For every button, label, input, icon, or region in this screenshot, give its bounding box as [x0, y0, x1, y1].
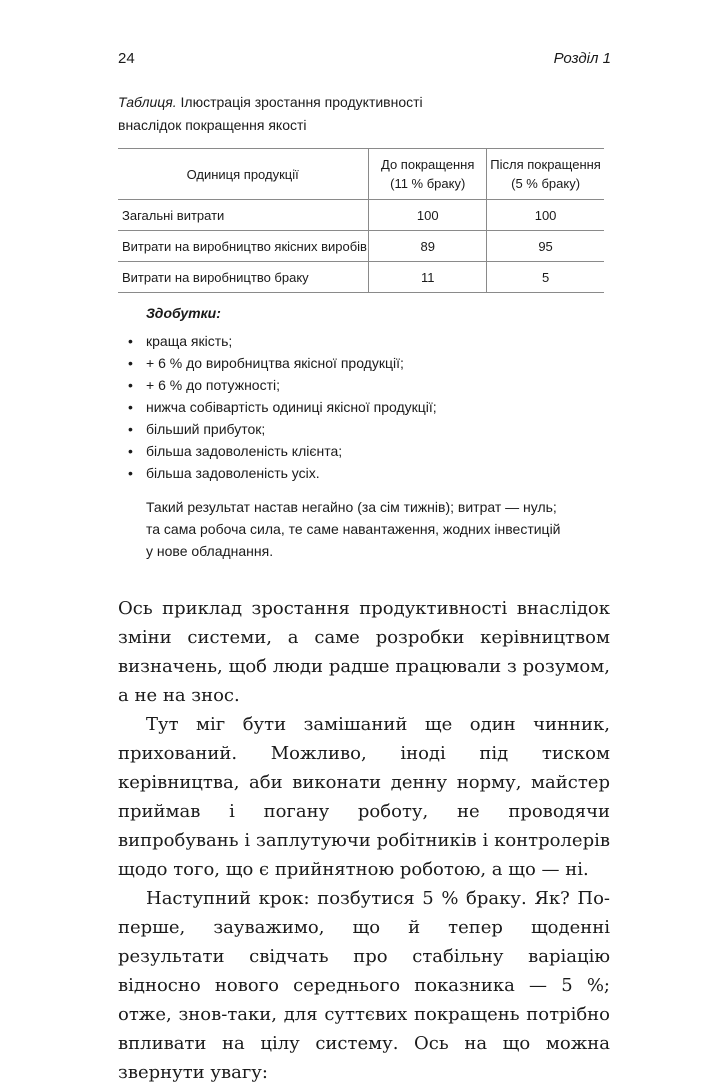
gains-title: Здобутки:: [146, 305, 221, 321]
table-header-row: [118, 149, 604, 200]
header-unit: Одиниця продукції: [186, 166, 299, 182]
body-paragraph-3: Наступний крок: позбутися 5 % браку. Як? По-перше, зауважимо, що й тепер щоденні результати свідчать про стабільну варіацію відносно нового середнього показника — 5 %; отже, знов-таки, для суттєвих покращень потрібно впливати на цілу систему. Ось на що можна звернути увагу:: [118, 888, 610, 1083]
table-caption: [118, 91, 618, 137]
row-after: 100: [487, 200, 604, 231]
list-item-text: більша задоволеність усіх.: [146, 465, 320, 481]
list-item: [128, 352, 437, 374]
header-after-line1: Після покращення: [490, 157, 601, 172]
header-before-line2: (11 % браку): [390, 176, 466, 191]
list-item: [128, 462, 437, 484]
row-label: Загальні витрати: [122, 207, 225, 223]
caption-label: Таблиця.: [118, 94, 177, 110]
header-before-line1: До покращення: [381, 157, 475, 172]
gains-list: [128, 330, 437, 484]
caption-line1: Ілюстрація зростання продуктивності: [176, 94, 423, 110]
list-item-text: більший прибуток;: [146, 421, 266, 437]
productivity-table: [118, 148, 604, 293]
list-item-text: + 6 % до виробництва якісної продукції;: [146, 355, 404, 371]
list-item: [128, 396, 437, 418]
bullet-icon: •: [128, 399, 133, 415]
result-line1: Такий результат настав негайно (за сім тижнів); витрат — нуль;: [146, 499, 557, 515]
running-head: Розділ 1: [553, 50, 611, 67]
row-after: 95: [487, 231, 604, 262]
row-label: Витрати на виробництво якісних виробів: [122, 238, 367, 254]
bullet-icon: •: [128, 465, 133, 481]
result-line2: та сама робоча сила, те саме навантаження, жодних інвестицій: [146, 521, 561, 537]
bullet-icon: •: [128, 377, 133, 393]
list-item: [128, 418, 437, 440]
table-row: [118, 200, 604, 231]
row-before: 11: [369, 262, 487, 293]
header-after: [487, 149, 604, 200]
list-item: [128, 440, 437, 462]
header-after-line2: (5 % браку): [511, 176, 581, 191]
table-row: [118, 262, 604, 293]
list-item-text: більша задоволеність клієнта;: [146, 443, 343, 459]
body-paragraph-1: Ось приклад зростання продуктивності внаслідок зміни системи, а саме розробки керівництвом визначень, щоб люди радше працювали з розумом, а не на знос.: [118, 598, 610, 706]
list-item-text: нижча собівартість одиниці якісної продукції;: [146, 399, 437, 415]
caption-line2: внаслідок покращення якості: [118, 117, 307, 133]
row-after: 5: [487, 262, 604, 293]
row-before: 100: [369, 200, 487, 231]
list-item-text: + 6 % до потужності;: [146, 377, 281, 393]
page-number: 24: [118, 50, 135, 67]
list-item-text: краща якість;: [146, 333, 233, 349]
row-label: Витрати на виробництво браку: [122, 269, 309, 285]
list-item: [128, 330, 437, 352]
table-row: [118, 231, 604, 262]
bullet-icon: •: [128, 333, 133, 349]
row-before: 89: [369, 231, 487, 262]
body-paragraph-2: Тут міг бути замішаний ще один чинник, прихований. Можливо, іноді під тиском керівництва, аби виконати денну норму, майстер приймав і погану роботу, не проводячи випробувань і заплутуючи робітників і контролерів щодо того, що є прийнятною роботою, а що — ні.: [118, 714, 610, 880]
header-before: [369, 149, 487, 200]
body-text: [118, 594, 610, 1087]
list-item: [128, 374, 437, 396]
result-line3: у нове обладнання.: [146, 543, 274, 559]
bullet-icon: •: [128, 355, 133, 371]
bullet-icon: •: [128, 443, 133, 459]
bullet-icon: •: [128, 421, 133, 437]
result-summary: [146, 496, 616, 562]
